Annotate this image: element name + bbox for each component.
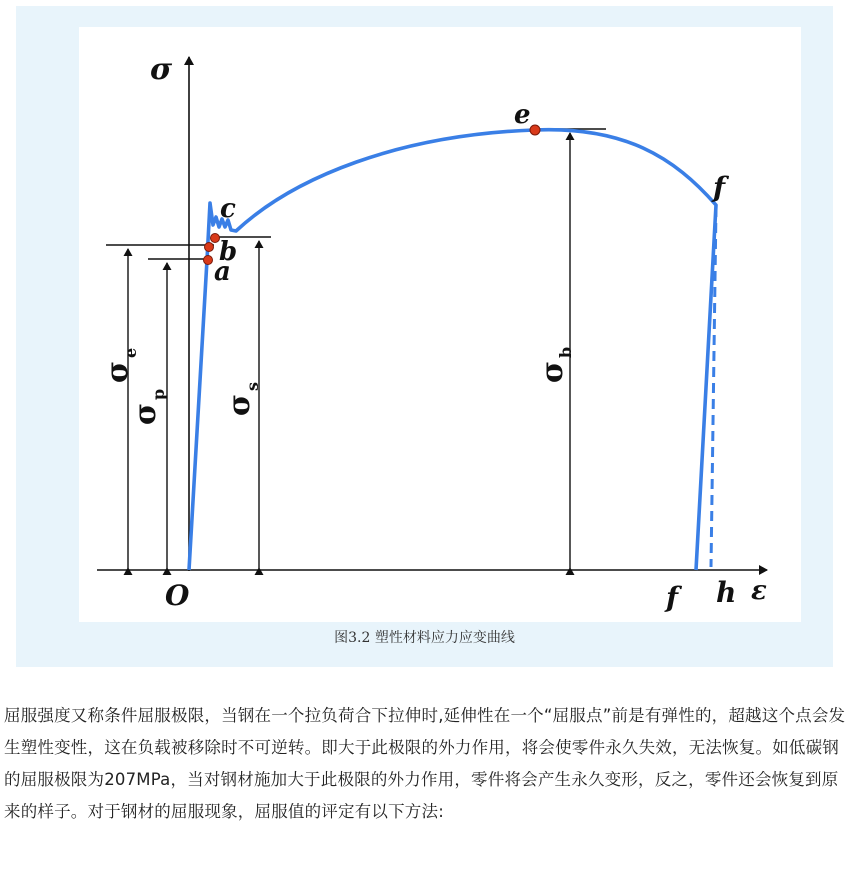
x-axis-label: ε <box>751 576 767 606</box>
sigma-e-label <box>100 348 140 383</box>
point-a-marker <box>204 256 213 265</box>
sigma-s-label <box>222 382 262 416</box>
stress-strain-curve <box>189 130 716 570</box>
point-b-label: b <box>219 237 238 267</box>
body-paragraph: 屈服强度又称条件屈服极限，当钢在一个拉负荷合下拉伸时,延伸性在一个“屈服点”前是有弹性的，超越这个点会发生塑性变性，这在负载被移除时不可逆转。即大于此极限的外力作用，将会使零件永久失效，无法恢复。如低碳钢的屈服极限为207MPa，当对钢材施加大于此极限的外力作用，零件将会产生永久变形，反之，零件还会恢复到原来的样子。对于钢材的屈服现象，屈服值的评定有以下方法: <box>4 706 846 821</box>
point-c-label: c <box>220 194 236 224</box>
origin-label: O <box>165 579 190 612</box>
figure-caption: 图3.2 塑性材料应力应变曲线 <box>334 630 515 646</box>
sigma-p-label <box>128 389 168 425</box>
svg-text:σ: σ <box>100 360 135 384</box>
sigma-b-label <box>535 347 575 383</box>
figure-container <box>16 6 833 667</box>
point-b-marker <box>205 243 214 252</box>
svg-text:σ: σ <box>128 402 163 426</box>
svg-text:p: p <box>149 388 168 400</box>
svg-text:e: e <box>121 347 140 358</box>
point-e-marker <box>530 125 540 135</box>
point-h-label: h <box>716 576 737 609</box>
svg-text:σ: σ <box>535 360 570 384</box>
svg-text:s: s <box>243 381 262 391</box>
svg-text:b: b <box>556 346 575 358</box>
svg-text:σ: σ <box>222 393 257 417</box>
y-axis-label: σ <box>150 52 173 87</box>
point-f-label: f <box>713 171 726 204</box>
diagram-svg <box>79 27 801 622</box>
point-e-label: e <box>514 100 531 130</box>
stress-strain-diagram <box>79 27 801 622</box>
point-a-label: a <box>214 257 231 287</box>
point-f-prime-label: f <box>666 581 679 614</box>
